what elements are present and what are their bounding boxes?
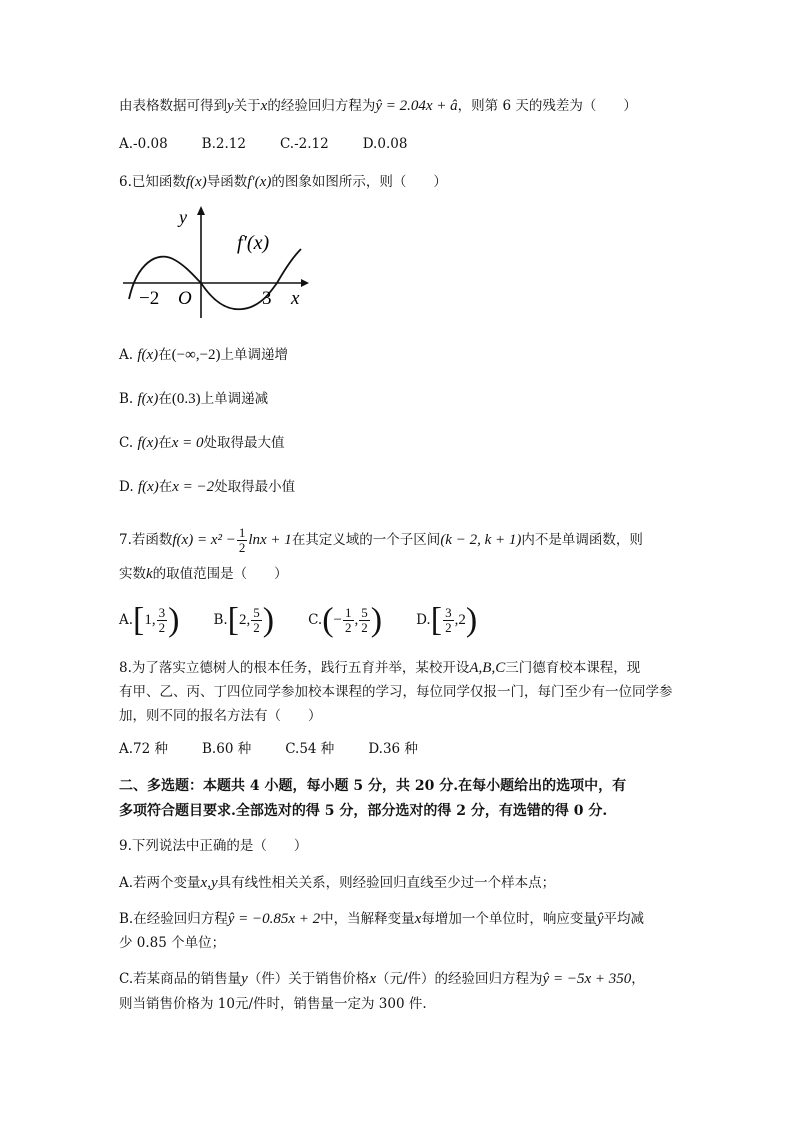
q7-options (119, 603, 511, 637)
q6-stem: 6.已知函数f(x)导函数f′(x)的图象如图所示，则（ ） (119, 174, 447, 190)
q5-option-a: A.-0.08 (119, 136, 168, 152)
graph-x-label: x (291, 288, 300, 309)
q9-option-b-line2: 少 0.85 个单位； (119, 935, 226, 951)
q7-option-b: B.[2, $\frac{5}{2}$ ) (213, 601, 275, 639)
q9-option-c-line2: 则当销售价格为 10元/件时，销售量一定为 300 件. (119, 996, 427, 1012)
q8-option-b: B.60 种 (202, 741, 252, 757)
q7-option-a: A.[1, $\frac{3}{2}$ ) (119, 601, 180, 639)
derivative-graph (119, 203, 319, 323)
q5-option-c: C.-2.12 (279, 136, 329, 152)
q6-option-a: A. f(x)在(−∞,−2)上单调递增 (119, 347, 289, 363)
q9-stem: 9.下列说法中正确的是（ ） (119, 838, 308, 854)
section2-heading-line2: 多项符合题目要求.全部选对的得 5 分，部分选对的得 2 分，有选错的得 0 分. (119, 803, 608, 819)
y-axis-arrow (197, 206, 205, 215)
section2-heading-line1: 二、多选题：本题共 4 小题，每小题 5 分，共 20 分.在每小题给出的选项中，有 (119, 778, 627, 794)
q9-option-a: A.若两个变量x,y具有线性相关关系，则经验回归直线至少过一个样本点； (119, 875, 556, 891)
graph-curve-label: f′(x) (237, 232, 270, 254)
q7-stem: 7.若函数f(x) = x² − $\frac{1}{2}$ lnx + 1在其定义域的一个子区间(k − 2, k + 1)内不是单调函数，则 (119, 525, 643, 555)
q8-options (119, 739, 452, 759)
graph-tick-neg2: −2 (139, 288, 160, 309)
q7-half-fraction: $\frac{1}{2}$ (238, 525, 246, 555)
q7-option-d: D.[ $\frac{3}{2}$ ,2) (416, 601, 478, 639)
q6-option-b: B. f(x)在(0.3)上单调递减 (119, 391, 269, 407)
q9-option-b: B.在经验回归方程ŷ = −0.85x + 2中，当解释变量x每增加一个单位时，响应变量ŷ平均减 (119, 911, 644, 927)
q7-stem-line2: 实数k的取值范围是（ ） (119, 566, 288, 582)
q6-option-c: C. f(x)在x = 0处取得最大值 (119, 435, 285, 451)
q8-line1: 8.为了落实立德树人的根本任务，践行五育并举，某校开设A,B,C三门德育校本课程，现 (119, 660, 641, 676)
q7-option-c: C.(− $\frac{1}{2}$ , $\frac{5}{2}$ ) (308, 601, 383, 639)
q8-option-a: A.72 种 (119, 741, 169, 757)
q8-line3: 加，则不同的报名方法有（ ） (119, 708, 322, 724)
graph-origin-label: O (178, 288, 192, 309)
q9-option-c: C.若某商品的销售量y（件）关于销售价格x（元/件）的经验回归方程为ŷ = −5x + 350， (119, 971, 645, 987)
q5-options (119, 134, 441, 154)
graph-y-label: y (179, 207, 187, 227)
q6-option-d: D. f(x)在x = −2处取得最小值 (119, 479, 296, 495)
q5-option-b: B.2.12 (201, 136, 246, 152)
q8-option-d: D.36 种 (368, 741, 418, 757)
q8-option-c: C.54 种 (285, 741, 335, 757)
q5-stem: 由表格数据可得到y关于x的经验回归方程为ŷ = 2.04x + â，则第 6 天的残差为（ ） (119, 98, 637, 114)
graph-tick-3: 3 (262, 288, 272, 309)
q5-option-d: D.0.08 (362, 136, 408, 152)
q8-line2: 有甲、乙、丙、丁四位同学参加校本课程的学习，每位同学仅报一门，每门至少有一位同学参 (119, 684, 673, 700)
x-axis-arrow (301, 279, 309, 287)
q5-equation: ŷ = 2.04x + â (375, 98, 458, 114)
